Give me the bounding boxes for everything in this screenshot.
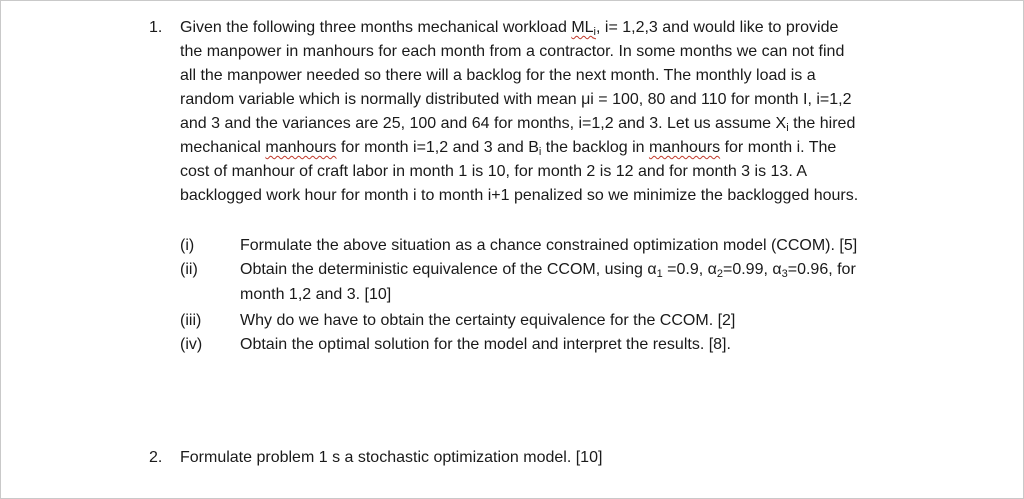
q1-line-3: all the manpower needed so there will a backlog for the next month. The monthly load is a (180, 67, 816, 84)
q1-line-1-a: Given the following three months mechanical workload (180, 19, 572, 36)
q1-line-5-d: the hired (788, 115, 856, 132)
q1-line-6 (180, 136, 836, 160)
question-2-text: Formulate problem 1 s a stochastic optimization model. [10] (180, 449, 603, 466)
q1-line-1 (180, 16, 838, 40)
part-ii-continuation: month 1,2 and 3. [10] (240, 286, 392, 303)
q1-line-5-a: and 3 and the variances are 25, 100 and 64 for months, i=1,2 and 3. Let us assume X (180, 115, 787, 132)
q1-line-7: cost of manhour of craft labor in month 1 is 10, for month 2 is 12 and for month 3 is 13. A (180, 163, 807, 180)
question-2-number: 2. (149, 449, 163, 466)
ml-text: ML (571, 19, 594, 36)
q1-line-8: backlogged work hour for month i to month i+1 penalized so we minimize the backlogged hours. (180, 187, 859, 204)
part-i-text: Formulate the above situation as a chance constrained optimization model (CCOM). [5] (240, 237, 858, 254)
manhours-term-1: manhours (265, 139, 337, 156)
q1-line-2: the manpower in manhours for each month from a contractor. In some months we can not find (180, 43, 845, 60)
x-subscript: i (786, 122, 789, 134)
manhours-term-2: manhours (648, 139, 721, 156)
b-subscript: i (538, 146, 542, 158)
part-iii-label: (iii) (180, 312, 202, 329)
alpha-3-subscript: 3 (781, 268, 788, 280)
part-iii-text: Why do we have to obtain the certainty equivalence for the CCOM. [2] (240, 312, 736, 329)
part-ii-post: =0.96, for (787, 261, 856, 278)
q1-line-1-d: , i= 1,2,3 and would like to provide (596, 19, 839, 36)
question-1-number: 1. (149, 19, 163, 36)
q1-line-6-g: for month i. The (720, 139, 837, 156)
part-ii-label: (ii) (180, 261, 198, 278)
part-ii-pre: Obtain the deterministic equivalence of the CCOM, using α (240, 261, 657, 278)
q1-line-4: random variable which is normally distributed with mean μi = 100, 80 and 110 for month I, i=1,2 (180, 91, 852, 108)
part-iv-text: Obtain the optimal solution for the model and interpret the results. [8]. (240, 336, 731, 353)
ml-subscript: i (593, 26, 596, 38)
part-ii-m1: =0.9, α (662, 261, 717, 278)
part-ii-text (240, 258, 856, 282)
alpha-2-subscript: 2 (716, 268, 723, 280)
q1-line-6-e: the backlog in (541, 139, 649, 156)
q1-line-5 (180, 112, 855, 136)
ml-term (571, 19, 596, 36)
q1-line-6-a: mechanical (180, 139, 266, 156)
alpha-1-subscript: 1 (656, 268, 663, 280)
q1-line-6-c: for month i=1,2 and 3 and B (336, 139, 539, 156)
part-i-label: (i) (180, 237, 195, 254)
part-ii-m2: =0.99, α (722, 261, 782, 278)
part-iv-label: (iv) (180, 336, 203, 353)
